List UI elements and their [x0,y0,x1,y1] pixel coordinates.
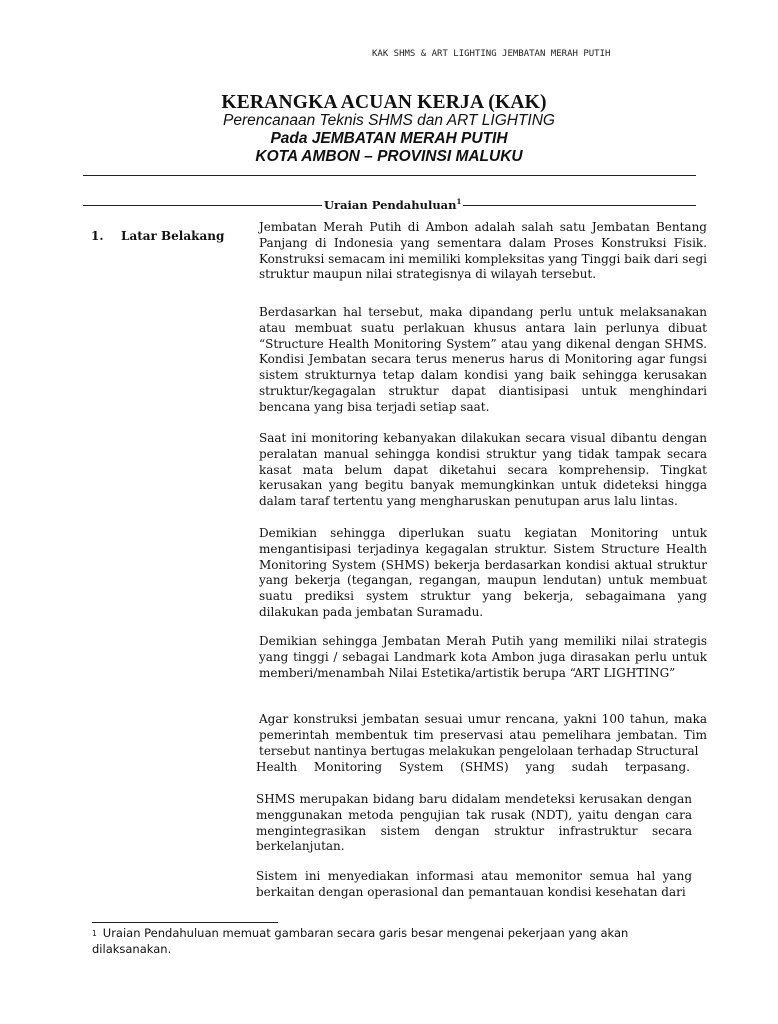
subtitle-line-2: Pada JEMBATAN MERAH PUTIH [270,130,508,147]
title-divider [83,175,696,176]
section-heading [322,193,463,212]
paragraph-7: SHMS merupakan bidang baru didalam mendeteksi kerusakan dengan menggunakan metoda pengujian tak rusak (NDT), yaitu dengan cara mengintegrasikan sistem dengan struktur infrastruktur secara berkelanjutan. [256,792,692,854]
section-heading-text: Uraian Pendahuluan [324,197,457,212]
paragraph-5: Demikian sehingga Jembatan Merah Putih yang memiliki nilai strategis yang tinggi / sebagai Landmark kota Ambon juga dirasakan perlu untuk memberi/menambah Nilai Estetika/artistik berupa “ART LIGHTING” [259,634,707,680]
subtitle-line-3: KOTA AMBON – PROVINSI MALUKU [255,148,523,165]
subtitle-line-1: Perencanaan Teknis SHMS dan ART LIGHTING [223,112,555,129]
paragraph-3: Saat ini monitoring kebanyakan dilakukan secara visual dibantu dengan peralatan manual sehingga kondisi struktur yang tidak tampak secara kasat mata belum dapat diketahui secara komprehensip. Tingkat kerusakan yang begitu banyak memungkinkan untuk dideteksi hingga dalam taraf tertentu yang mengharuskan penutupan arus lalu lintas. [259,431,707,509]
paragraph-2: Berdasarkan hal tersebut, maka dipandang perlu untuk melaksanakan atau membuat suatu perlakuan khusus antara lain perlunya dibuat “Structure Health Monitoring System” atau yang dikenal dengan SHMS. Kondisi Jembatan secara terus menerus harus di Monitoring agar fungsi sistem strukturnya tetap dalam kondisi yang baik sehingga kerusakan struktur/kegagalan struktur dapat diantisipasi untuk menghindari bencana yang bisa terjadi setiap saat. [259,305,707,414]
paragraph-4: Demikian sehingga diperlukan suatu kegiatan Monitoring untuk mengantisipasi terjadinya kegagalan struktur. Sistem Structure Health Monitoring System (SHMS) bekerja berdasarkan kondisi aktual struktur yang bekerja (tegangan, regangan, maupun lendutan) untuk membuat suatu prediksi system struktur yang bekerja, sebagaimana yang dilakukan pada jembatan Suramadu. [259,526,707,619]
item-number: 1. [91,229,104,243]
footnote-separator [92,922,278,923]
document-title: KERANGKA ACUAN KERJA (KAK) [221,92,547,113]
running-header: KAK SHMS & ART LIGHTING JEMBATAN MERAH PUTIH [372,49,611,59]
paragraph-8: Sistem ini menyediakan informasi atau memonitor semua hal yang berkaitan dengan operasional dan pemantauan kondisi kesehatan dari [256,869,692,899]
item-label: Latar Belakang [121,229,225,243]
paragraph-1: Jembatan Merah Putih di Ambon adalah salah satu Jembatan Bentang Panjang di Indonesia yang sementara dalam Proses Konstruksi Fisik. Konstruksi semacam ini memiliki kompleksitas yang Tinggi baik dari segi struktur maupun nilai strategisnya di wilayah tersebut. [259,220,707,282]
footnote [92,926,652,957]
paragraph-6-continuation: Health Monitoring System (SHMS) yang sudah terpasang. [256,760,690,774]
paragraph-6: Agar konstruksi jembatan sesuai umur rencana, yakni 100 tahun, maka pemerintah membentuk tim preservasi atau pemelihara jembatan. Tim tersebut nantinya bertugas melakukan pengelolaan terhadap Structural [259,712,707,758]
footnote-mark: 1 [92,929,97,938]
section-heading-footnote-ref: 1 [456,197,462,206]
footnote-text: Uraian Pendahuluan memuat gambaran secara garis besar mengenai pekerjaan yang akan dilaksanakan. [92,926,629,956]
